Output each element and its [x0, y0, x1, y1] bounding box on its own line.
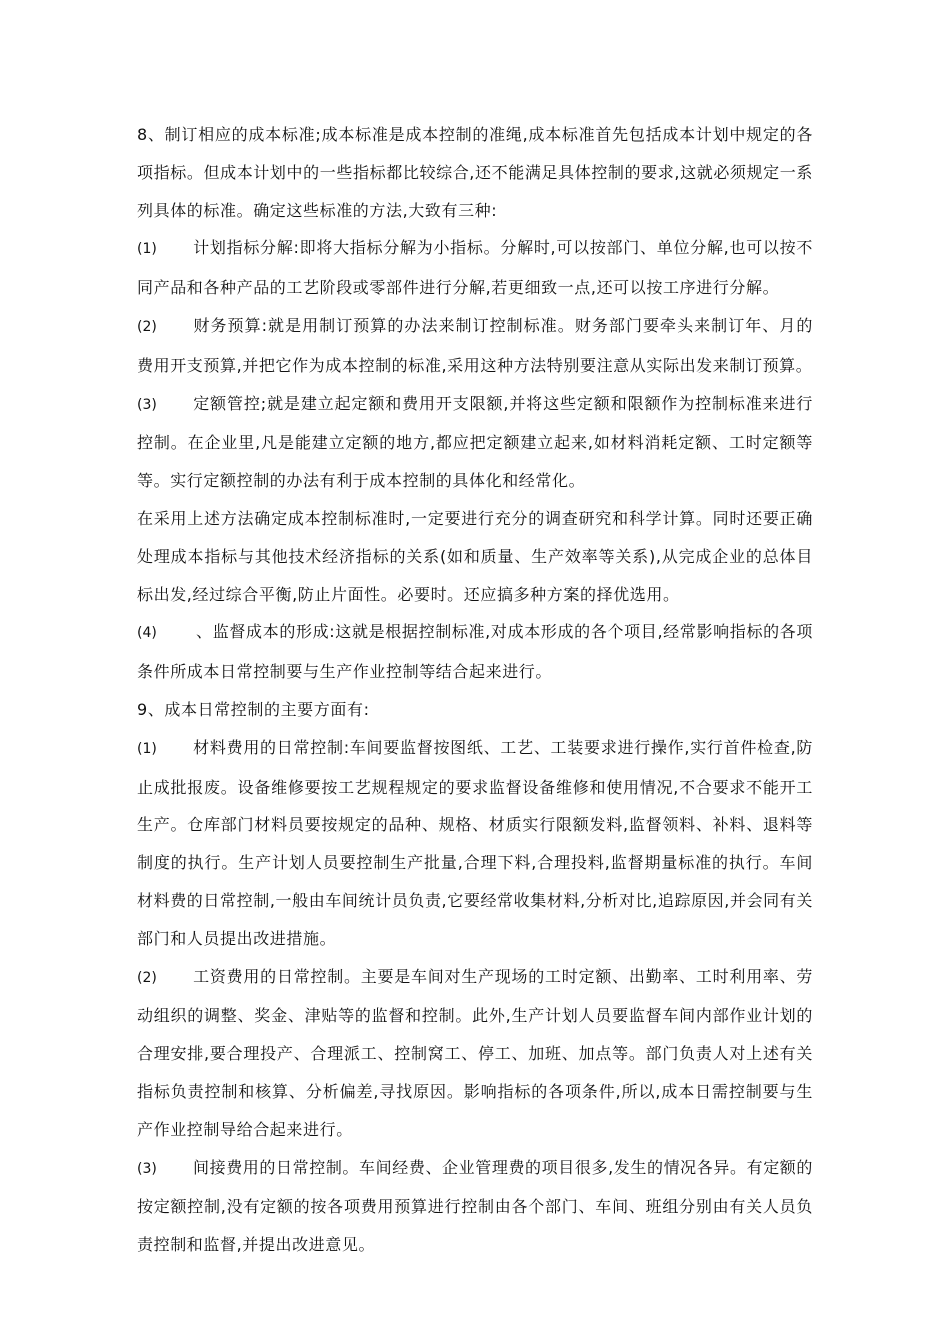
- list-number: (2): [137, 318, 157, 335]
- list-item-2: [137, 307, 813, 385]
- list-number: (1): [137, 241, 157, 258]
- paragraph-text: 8、制订相应的成本标准;成本标准是成本控制的准绳,成本标准首先包括成本计划中规定的各项指标。但成本计划中的一些指标都比较综合,还不能满足具体控制的要求,这就必须规定一系列具体的标准。确定这些标准的方法,大致有三种:: [137, 125, 813, 220]
- paragraph-text: 在采用上述方法确定成本控制标准时,一定要进行充分的调查研究和科学计算。同时还要正确处理成本指标与其他技术经济指标的关系(如和质量、生产效率等关系),从完成企业的总体目标出发,经过综合平衡,防止片面性。必要时。还应搞多种方案的择优选用。: [137, 508, 813, 604]
- paragraph-text: 9、成本日常控制的主要方面有:: [137, 699, 370, 719]
- paragraph-text: 材料费用的日常控制:车间要监督按图纸、工艺、工装要求进行操作,实行首件检查,防止成批报废。设备维修要按工艺规程规定的要求监督设备维修和使用情况,不合要求不能开工生产。仓库部门材料员要按规定的品种、规格、材质实行限额发料,监督领料、补料、退料等制度的执行。生产计划人员要控制生产批量,合理下料,合理投料,监督期量标准的执行。车间材料费的日常控制,一般由车间统计员负责,它要经常收集材料,分析对比,追踪原因,并会同有关部门和人员提出改进措施。: [137, 737, 813, 948]
- list-item-1: [137, 729, 813, 958]
- paragraph-text: 、监督成本的形成:这就是根据控制标准,对成本形成的各个项目,经常影响指标的各项条件所成本日常控制要与生产作业控制等结合起来进行。: [137, 622, 813, 682]
- paragraph-note: [137, 500, 813, 613]
- document-body: [137, 116, 813, 1264]
- paragraph-section-9: [137, 691, 813, 729]
- list-item-1: [137, 229, 813, 307]
- list-number: (4): [137, 625, 157, 642]
- paragraph-text: 工资费用的日常控制。主要是车间对生产现场的工时定额、出勤率、工时利用率、劳动组织的调整、奖金、津贴等的监督和控制。此外,生产计划人员要监督车间内部作业计划的合理安排,要合理投产、合理派工、控制窝工、停工、加班、加点等。部门负责人对上述有关指标负责控制和核算、分析偏差,寻找原因。影响指标的各项条件,所以,成本日需控制要与生产作业控制导给合起来进行。: [137, 966, 813, 1139]
- list-item-2: [137, 958, 813, 1149]
- list-number: (1): [137, 740, 157, 757]
- list-item-3: [137, 1149, 813, 1264]
- paragraph-text: 财务预算:就是用制订预算的办法来制订控制标准。财务部门要牵头来制订年、月的费用开支预算,并把它作为成本控制的标准,采用这种方法特别要注意从实际出发来制订预算。: [137, 315, 813, 375]
- list-number: (3): [137, 1160, 157, 1177]
- list-item-3: [137, 385, 813, 500]
- paragraph-section-8: [137, 116, 813, 229]
- list-number: (3): [137, 396, 157, 413]
- list-item-4: [137, 613, 813, 691]
- list-number: (2): [137, 969, 157, 986]
- paragraph-text: 定额管控;就是建立起定额和费用开支限额,并将这些定额和限额作为控制标准来进行控制。在企业里,凡是能建立定额的地方,都应把定额建立起来,如材料消耗定额、工时定额等等。实行定额控制的办法有利于成本控制的具体化和经常化。: [137, 393, 813, 491]
- paragraph-text: 计划指标分解:即将大指标分解为小指标。分解时,可以按部门、单位分解,也可以按不同产品和各种产品的工艺阶段或零部件进行分解,若更细致一点,还可以按工序进行分解。: [137, 238, 813, 298]
- paragraph-text: 间接费用的日常控制。车间经费、企业管理费的项目很多,发生的情况各异。有定额的按定额控制,没有定额的按各项费用预算进行控制由各个部门、车间、班组分别由有关人员负责控制和监督,并提出改进意见。: [137, 1157, 813, 1255]
